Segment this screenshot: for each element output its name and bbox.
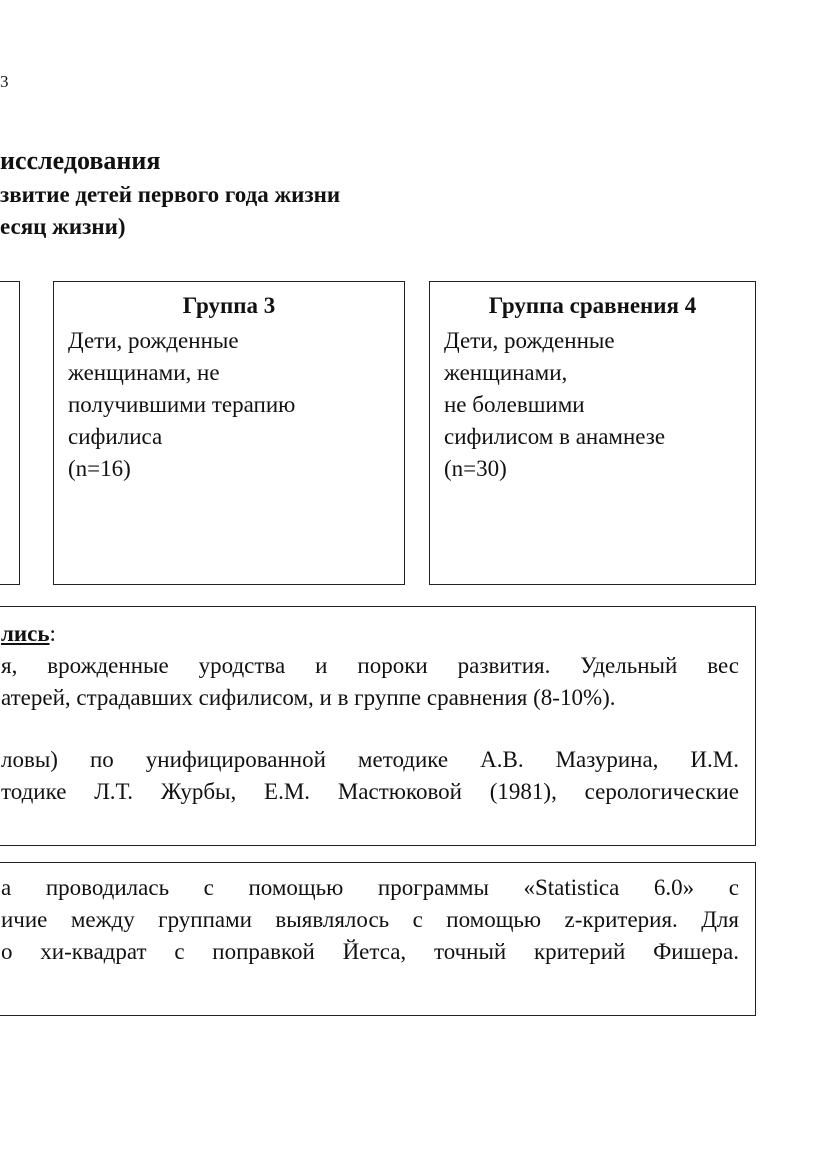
- group-description: [68, 325, 295, 485]
- group-count: (n=16): [68, 456, 131, 481]
- methods-line: тодике Л.Т. Журбы, Е.М. Мастюковой (1981), серологические: [1, 779, 739, 804]
- group-description-line: не болевшими: [444, 392, 585, 417]
- methods-heading-colon: :: [49, 621, 56, 646]
- group-description-line: Дети, рожденные: [444, 328, 615, 353]
- statistics-line: а проводилась с помощью программы «Statistica 6.0» с: [1, 875, 739, 900]
- section-title: исследования: [0, 146, 161, 175]
- section-subtitle-line-1: звитие детей первого года жизни: [0, 182, 341, 207]
- page-number: 3: [0, 72, 9, 91]
- section-subtitle-line-2: есяц жизни): [0, 214, 126, 239]
- group-description-line: Дети, рожденные: [68, 328, 239, 353]
- group-title: Группа 3: [182, 293, 276, 318]
- statistics-box: [0, 862, 756, 1016]
- group-box-comparison-4: [429, 281, 756, 585]
- group-description-line: сифилиса: [68, 424, 163, 449]
- methods-line: атерей, страдавших сифилисом, и в группе сравнения (8-10%).: [1, 685, 616, 710]
- group-description-line: женщинами, не: [68, 360, 220, 385]
- group-count: (n=30): [444, 456, 507, 481]
- methods-heading-text: лись: [1, 621, 50, 646]
- group-title: Группа сравнения 4: [488, 293, 697, 318]
- group-description: [444, 325, 665, 485]
- group-box-3: [53, 281, 405, 585]
- group-description-line: сифилисом в анамнезе: [444, 424, 666, 449]
- group-description-line: получившими терапию: [68, 392, 296, 417]
- group-description-line: женщинами,: [444, 360, 568, 385]
- statistics-line: ичие между группами выявлялось с помощью z-критерия. Для: [1, 907, 739, 932]
- methods-heading: [1, 621, 56, 647]
- methods-line: ловы) по унифицированной методике А.В. Мазурина, И.М.: [1, 747, 739, 772]
- methods-line: я, врожденные уродства и пороки развития. Удельный вес: [1, 653, 739, 678]
- group-box-cropped: [0, 281, 20, 585]
- methods-box: [0, 606, 756, 846]
- statistics-line: о хи-квадрат с поправкой Йетса, точный критерий Фишера.: [1, 939, 739, 964]
